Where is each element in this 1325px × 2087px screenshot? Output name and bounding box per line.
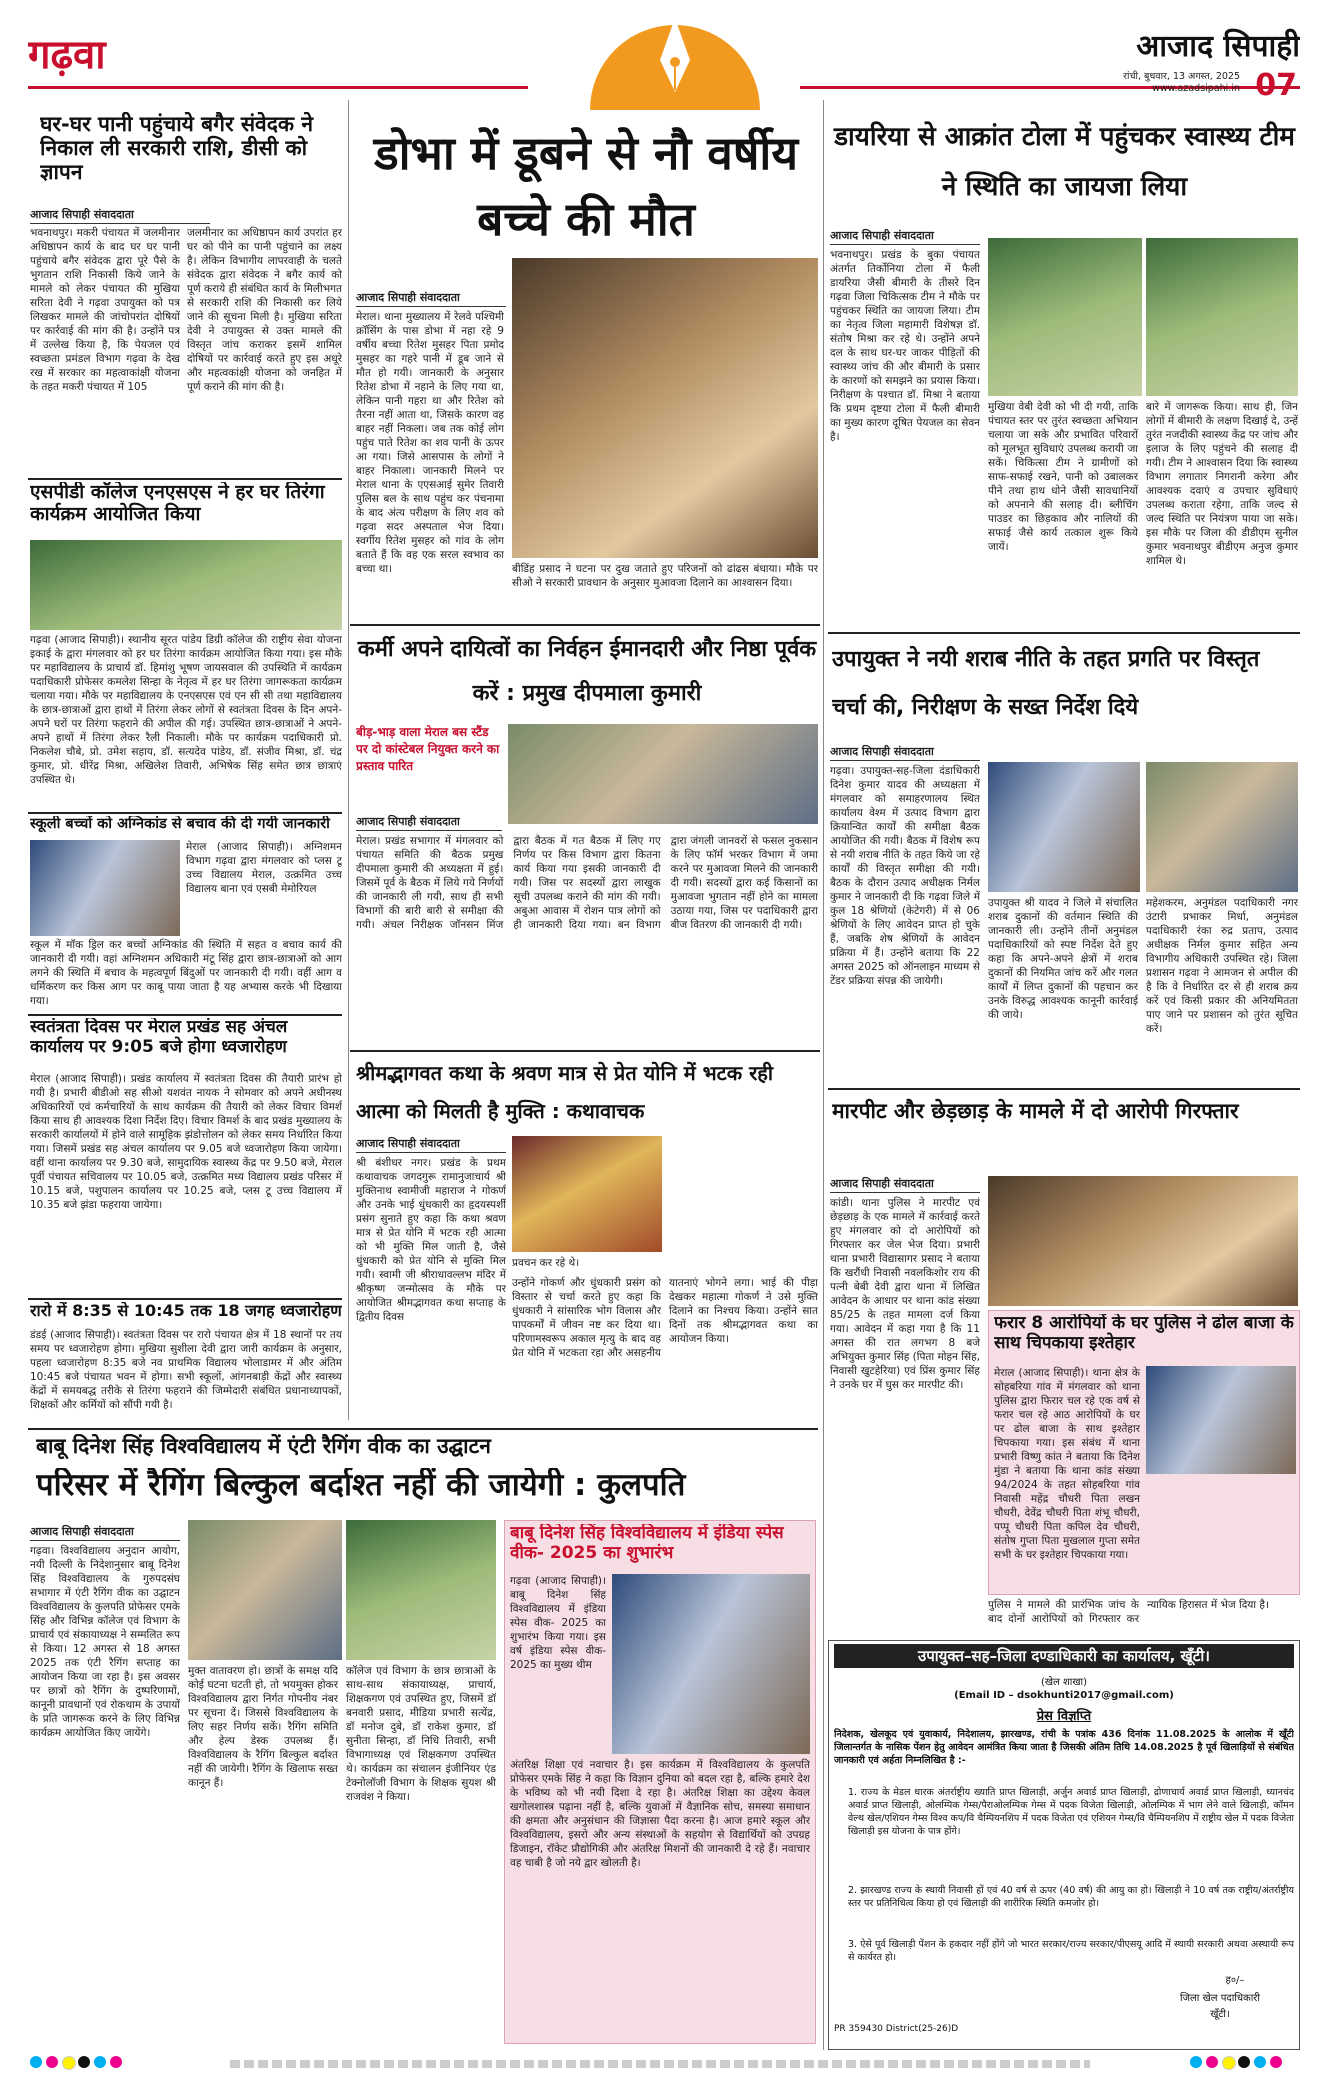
- column-separator: [348, 100, 349, 1420]
- katha-byline: आजाद सिपाही संवाददाता: [356, 1136, 506, 1153]
- tender-signatory: जिला खेल पदाधिकारी: [1180, 1993, 1260, 2004]
- pen-emblem-icon: [580, 0, 770, 110]
- tender-title: उपायुक्त–सह–जिला दण्डाधिकारी का कार्यालय, खूँटी।: [834, 1644, 1294, 1668]
- paper-name: आजाद सिपाही: [1136, 29, 1300, 64]
- lead-text: मेराल। थाना मुख्यालय में रेलवे पश्चिमी क्रॉसिंग के पास डोभा में नहा रहे 9 वर्षीय बच्चा रितेश मुसहर पिता प्रमोद मुसहर का गहरे पानी में डूब जाने से मौत हो गयी। जानकारी के अनुसार रितेश डोभा में नहाने के लिए गया था, लेकिन पानी गहरा था और रितेश को तैरना नहीं आता था, जिसके कारण वह बाहर नहीं निकला। जब तक कोई लोग पहुंच पाते रितेश का शव पानी के ऊपर आ गया। जिसे आसपास के लोगों ने बाहर निकाला। जानकारी मिलने पर मेराल थाना के एएसआई सुमेर तिवारी पुलिस बल के साथ पहुंच कर पंचनामा के बाद अंत्य परीक्षण के लिए शव को गढ़वा सदर अस्पताल भेज दिया। स्वर्गीय रितेश मुसहर को गांव के लोग बताते हैं कि वह एक सरल स्वभाव का बच्चा था।: [356, 311, 504, 575]
- story1-headline: घर-घर पानी पहुंचाये बगैर संवेदक ने निकाल ली सरकारी राशि, डीसी को ज्ञापन: [40, 112, 313, 185]
- marpit-photo: [988, 1176, 1298, 1306]
- fire-photo: [30, 840, 180, 936]
- tender-signature-mark: ह०/–: [1225, 1975, 1245, 1986]
- pramukh-photo: [508, 724, 818, 824]
- ragging-col1: गढ़वा। विश्वविद्यालय अनुदान आयोग, नयी दिल्ली के निदेशानुसार बाबू दिनेश सिंह विश्वविद्यालय के गुरुपदसंघ सभागार में एंटी रैगिंग वीक का उद्घाटन विश्वविद्यालय के कुलपति प्रोफेसर एमके सिंह और विभिन्न कॉलेज एवं विभाग के प्राचार्य एवं संकायाध्यक्ष ने सम्मलित रूप से किया। 12 अगस्त से 18 अगस्त 2025 तक एंटी रैगिंग सप्ताह का आयोजन किया जा रहा है। इस अवसर पर छात्रों को रैगिंग के दुष्परिणामों, कानूनी प्रावधानों एवं रोकथाम के उपायों के प्रति जागरूक करने के लिए विभिन्न कार्यक्रम आयोजित किए जायेंगे।: [30, 1545, 180, 1739]
- marpit-text-end: पुलिस ने मामले की प्रारंभिक जांच के बाद दोनों आरोपियों को गिरफ्तार कर न्यायिक हिरासत में भेज दिया है।: [988, 1599, 1269, 1625]
- ragging-photo-2: [346, 1520, 496, 1660]
- health-headline: डायरिया से आक्रांत टोला में पहुंचकर स्वास्थ्य टीम ने स्थिति का जायजा लिया: [834, 122, 1295, 202]
- ragging-headline: परिसर में रैगिंग बिल्कुल बर्दाश्त नहीं की जायेगी : कुलपति: [36, 1468, 686, 1503]
- divider: [28, 812, 342, 814]
- story1-col2: जलमीनार का अधिष्ठापन कार्य उपरांत हर घर को पीने का पानी पहुंचाने का लक्ष्य है। लेकिन विभागीय लापरवाही के चलते संवेदक द्वारा संवेदक ने बगैर कार्य को पूर्ण कराये ही संबंधित कार्य के मिलीभगत से सरकारी राशि की निकासी कर लिये जाने की सूचना मिली है। मुखिया सरिता देवी ने उपायुक्त से उक्त मामले की विस्तृत जांच कराकर इसमें शामिल दोषियों पर कार्रवाई करते हुए इस अधूरे और महत्वकांक्षी योजना को जनहित में पूर्ण कराने की मांग की है।: [187, 227, 342, 393]
- meral-text: मेराल (आजाद सिपाही)। प्रखंड कार्यालय में स्वतंत्रता दिवस की तैयारी प्रारंभ हो गयी है। प्रभारी बीडीओ सह सीओ यशवंत नायक ने सोमवार को अपने अधीनस्थ अधिकारियों एवं कर्मचारियों के साथ कार्यक्रम की तैयारी को लेकर विचार विमर्श किया साथ ही आवश्यक दिशा निर्देश दिए। विचार विमर्श के बाद प्रखंड मुख्यालय के सरकारी कार्यालयों में होने वाले सामूहिक झंडोत्तोलन को लेकर समय निर्धारित किया गया। जिसमें प्रखंड सह अंचल कार्यालय पर 9.05 बजे ध्वजारोहण किया जायेगा। वहीं थाना कार्यालय पर 9.30 बजे, सामुदायिक स्वास्थ्य केंद्र पर 9.50 बजे, मेराल पूर्वी पंचायत सचिवालय पर 10.05 बजे, उत्क्रमित मध्य विद्यालय प्रखंड परिसर में 10.15 बजे, पशुपालन कार्यालय पर 10.25 बजे, प्लस टू उच्च विद्यालय में 10.35 बजे झंडा फहराया जायेगा।: [30, 1073, 342, 1211]
- section-title: गढ़वा: [28, 32, 106, 78]
- liquor-col3: महेशकरम, अनुमंडल पदाधिकारी नगर उंटारी प्रभाकर मिर्धा, अनुमंडल पदाधिकारी रंका रुद्र प्रताप, उत्पाद अधीक्षक निर्मल कुमार सहित अन्य विभागीय अधिकारी उपस्थित रहे। जिला प्रशासन गढ़वा ने आमजन से अपील की है कि वे निर्धारित दर से ही शराब क्रय करें एवं किसी प्रकार की अनियमितता पाए जाने पर प्रशासन को तुरंत सूचित करें।: [1146, 897, 1298, 1035]
- lead-headline: डोभा में डूबने से नौ वर्षीय बच्चे की मौत: [373, 126, 799, 246]
- farar-photo: [1146, 1366, 1296, 1474]
- pramukh-headline: कर्मी अपने दायित्वों का निर्वहन ईमानदारी और निष्ठा पूर्वक करें : प्रमुख दीपमाला कुमारी: [357, 637, 817, 706]
- liquor-col2: उपायुक्त श्री यादव ने जिले में संचालित शराब दुकानों की वर्तमान स्थिति की जानकारी ली। उन्होंने तीनों अनुमंडल पदाधिकारियों को स्पष्ट निर्देश देते हुए कहा कि अपने-अपने क्षेत्रों में शराब दुकानों की नियमित जांच करें और गलत कार्यों में लिप्त दुकानों की पहचान कर उनके विरुद्ध आवश्यक कानूनी कार्रवाई की जाये।: [988, 897, 1138, 1021]
- katha-headline: श्रीमद्भागवत कथा के श्रवण मात्र से प्रेत योनि में भटक रही आत्मा को मिलती है मुक्ति : कथावाचक: [356, 1061, 774, 1123]
- ragging-photo-1: [188, 1520, 342, 1660]
- divider: [828, 1088, 1300, 1090]
- divider: [350, 1050, 820, 1052]
- tender-intro: निदेशक, खेलकूद एवं युवाकार्य, निदेशालय, झारखण्ड, रांची के पत्रांक 436 दिनांक 11.08.2025 के आलोक में खूँटी जिलान्तर्गत के नासिक पेंशन हेतु आवेदन आमंत्रित किया जाता है जिसकी अंतिम तिथि 14.08.2025 है पूर्व खिलाड़ियों से संबंधित जानकारी एवं अर्हता निम्नलिखित है :-: [834, 1729, 1294, 1766]
- meral-headline: स्वतंत्रता दिवस पर मेराल प्रखंड सह अंचल कार्यालय पर 9:05 बजे होगा ध्वजारोहण: [30, 1018, 288, 1057]
- ragging-col2: मुक्त वातावरण हो। छात्रों के समक्ष यदि कोई घटना घटती हो, तो भयमुक्त होकर विश्वविद्यालय द्वारा निर्गत गोपनीय नंबर पर सूचना दें। जिससे विश्वविद्यालय के लिए सहर निर्णय सकें। रैगिंग समिति और हेल्प डेस्क उपलब्ध हैं। विश्वविद्यालय के रैगिंग बिल्कुल बर्दाश्त नहीं की जायेगी। रैगिंग के खिलाफ सख्त कानून हैं।: [188, 1665, 338, 1789]
- katha-photo: [512, 1136, 662, 1252]
- health-col1: भवनाथपुर। प्रखंड के बुका पंचायत अंतर्गत तिर्कोनिया टोला में फैली डायरिया जैसी बीमारी के तीसरे दिन गढ़वा जिला चिकित्सक टीम ने मौके पर पहुंचकर स्थिति का जायजा लिया। टीम का नेतृत्व जिला महामारी विशेषज्ञ डॉ. संतोष मिश्रा कर रहे थे। उन्होंने अपने दल के साथ घर-घर जाकर पीड़ितों की स्वास्थ्य जांच की और बीमारी के प्रसार के कारणों को समझने का प्रयास किया। निरीक्षण के पश्चात डॉ. मिश्रा ने बताया कि प्रथम दृष्टया टोला में फैली बीमारी का मुख्य कारण दूषित पेयजल का सेवन है।: [830, 249, 980, 443]
- tender-pr-number: PR 359430 District(25-26)D: [834, 2024, 959, 2034]
- registration-marks-right: [1190, 2056, 1300, 2072]
- tender-notice-title: प्रेस विज्ञप्ति: [1036, 1709, 1092, 1724]
- health-byline: आजाद सिपाही संवाददाता: [830, 228, 980, 245]
- liquor-col1: गढ़वा। उपायुक्त-सह-जिला दंडाधिकारी दिनेश कुमार यादव की अध्यक्षता में मंगलवार को समाहरणालय स्थित कार्यालय वेश्म में उत्पाद विभाग द्वारा क्रियान्वित कार्यों की समीक्षा बैठक आयोजित की गयी। बैठक में विशेष रूप से नयी शराब नीति के तहत किये जा रहे कार्यों की विस्तृत समीक्षा की गयी। बैठक के दौरान उत्पाद अधीक्षक निर्मल कुमार ने जानकारी दी कि गढ़वा जिले में कुल 18 श्रेणियों (केटेगरी) में से 06 श्रेणियों के लिए आवेदन प्राप्त हो चुके हैं, जबकि शेष श्रेणियों के आवेदन प्रक्रिया में हैं। उन्होंने बताया कि 22 अगस्त 2025 को ऑनलाइन माध्यम से टेंडर प्रक्रिया संपन्न की जायेगी।: [830, 765, 980, 987]
- divider: [28, 1428, 818, 1430]
- tender-item-1: 1. राज्य के मेडल धारक अंतर्राष्ट्रीय ख्याति प्राप्त खिलाड़ी, अर्जुन अवार्ड प्राप्त खिलाड़ी, द्रोणाचार्य अवार्ड प्राप्त खिलाड़ी, ध्यानचंद अवार्ड प्राप्त खिलाड़ी, ओलम्पिक गेम्स/पैराओलम्पिक गेम्स में पदक विजेता खिलाड़ी, ओलम्पिक में भाग लेने वाले खिलाड़ी, कॉमन वेल्थ खेल/एशियन गेम्स विश्व कप/वि चैम्पियनशिप में पदक विजेता एवं एशियन गेम्स/वि चैम्पियनशिप में राष्ट्रीय खेल में पदक विजेता खिलाड़ी इस योजना के पात्र होंगे।: [848, 1787, 1294, 1837]
- katha-text2: उन्होंने गोकर्ण और धुंधकारी प्रसंग को विस्तार से चर्चा करते हुए कहा कि धुंधकारी ने सांसारिक भोग विलास और पापकर्मों में जीवन नष्ट कर दिया था। परिणामस्वरूप अकाल मृत्यु के बाद वह प्रेत योनि में भटकता रहा और असहनीय यातनाएं भोगने लगा। भाई की पीड़ा देखकर महात्मा गोकर्ण ने उसे मुक्ति दिलाने का निश्चय किया। उन्होंने सात दिनों तक श्रीमद्भागवत कथा का आयोजन किया।: [512, 1277, 818, 1359]
- rari-text: डंडई (आजाद सिपाही)। स्वतंत्रता दिवस पर रारो पंचायत क्षेत्र में 18 स्थानों पर तय समय पर ध्वजारोहण होगा। मुखिया सुशीला देवी द्वारा जारी कार्यक्रम के अनुसार, पहला ध्वजारोहण 8:35 बजे नव प्राथमिक विद्यालय भोलाडामर में और अंतिम 10:45 बजे पंचायत भवन में होगा। सभी स्कूलों, आंगनबाड़ी केंद्रों और स्वास्थ्य केंद्रों में समयबद्ध तरीके से तिरंगा फहराने की जिम्मेदारी संबंधित प्रधानाध्यापकों, शिक्षकों और कर्मियों को सौंपी गयी है।: [30, 1329, 342, 1411]
- marpit-text: कांडी। थाना पुलिस ने मारपीट एवं छेड़छाड़ के एक मामले में कार्रवाई करते हुए मंगलवार को दो आरोपियों को गिरफ्तार कर जेल भेज दिया। प्रभारी थाना प्रभारी विद्यासागर प्रसाद ने बताया कि खरौंधी निवासी नवलकिशोर राय की पत्नी बेबी देवी द्वारा थाना में लिखित आवेदन के आधार पर थाना कांड संख्या 85/25 के तहत मामला दर्ज किया गया। आवेदन में कहा गया है कि 11 अगस्त की रात लगभग 8 बजे अभियुक्त कुमार सिंह (पिता मोहन सिंह, निवासी खुटहेरिया) एवं प्रिंस कुमार सिंह ने उनके घर में घुस कर मारपीट की।: [830, 1197, 980, 1391]
- divider: [28, 1298, 342, 1300]
- pramukh-text: मेराल। प्रखंड सभागार में मंगलवार को पंचायत समिति की बैठक प्रमुख दीपमाला कुमारी की अध्यक्षता में हुई। जिसमें पूर्व के बैठक में लिये गये निर्णयों की जानकारी ली गयी, साथ ही सभी विभागों की बारी बारी से समीक्षा की गयी। अंचल निरीक्षक जॉनसन मिंज द्वारा बैठक में गत बैठक में लिए गए निर्णय पर किस विभाग द्वारा कितना कार्य किया गया इसकी जानकारी दी गयी। जिस पर सदस्यों द्वारा लाखुक सूची उपलब्ध कराने की मांग की गयी। अबुआ आवास में रोशन पात्र लोगों को ही जानकारी दिया गया। बन विभाग द्वारा जंगली जानवरों से फसल नुकसान के लिए फॉर्म भरकर विभाग में जमा करने पर मुआवजा मिलने की जानकारी दी गयी। सदस्यों द्वारा कई किसानों का मुआवजा भुगतान नहीं होने का मामला उठाया गया, जिस पर पदाधिकारी द्वारा बीज वितरण की जानकारी दी गयी।: [356, 835, 818, 931]
- fire-headline: स्कूली बच्चों को अग्निकांड से बचाव की दी गयी जानकारी: [30, 816, 330, 832]
- column-separator: [823, 100, 824, 2050]
- health-col3: बारे में जागरूक किया। साथ ही, जिन लोगों में बीमारी के लक्षण दिखाई दे, उन्हें तुरंत नजदीकी स्वास्थ्य केंद्र पर जांच और इलाज के लिए पहुंचने की सलाह दी गयी। टीम ने आश्वासन दिया कि स्वास्थ्य विभाग लगातार निगरानी करेगा और आवश्यक दवाएं व उपचार सुविधाएं उपलब्ध कराता रहेगा, ताकि जल्द से जल्द स्थिति पर नियंत्रण पाया जा सके। इस मौके पर जिला की डीडीएम सुनील कुमार भवनाथपुर बीडीएम अनुज कुमार शामिल थे।: [1146, 401, 1298, 567]
- registration-marks-left: [30, 2056, 230, 2072]
- divider: [828, 632, 1300, 634]
- fire-text: स्कूल में मॉक ड्रिल कर बच्चों अग्निकांड की स्थिति में सहत व बचाव कार्य की जानकारी दी गयी। वहां अग्निशमन अधिकारी मंटू सिंह द्वारा छात्र-छात्राओं को आग लगने की स्थिति में बचाव के महत्वपूर्ण बिंदुओं पर जानकारी दी गयी। वहीं आग व धर्मिकरण कर किस आग पर काबू पाया जाता है यह अभ्यास करके भी दिखाया गया।: [30, 939, 342, 1007]
- page-number: 07: [1255, 68, 1297, 103]
- story1-col1: भवनाथपुर। मकरी पंचायत में जलमीनार अधिष्ठापन कार्य के बाद घर घर पानी पहुंचाये बगैर संवेदक द्वारा पूरे पैसे के भुगतान राशि निकासी किये जाने के मामले को लेकर पंचायत की मुखिया सरिता देवी ने गढ़वा उपायुक्त को पत्र लिखकर मामले की जांचोपरांत दोषियों पर कार्रवाई की मांग की है। उन्होंने पत्र में उल्लेख किया है, कि पेयजल एवं स्वच्छता प्रमंडल विभाग गढ़वा के देख रख में सरकार का महत्वाकांक्षी योजना के तहत मकरी पंचायत में 105: [30, 227, 180, 393]
- divider: [28, 1014, 342, 1016]
- ragging-kicker: बाबू दिनेश सिंह विश्वविद्यालय में एंटी रैगिंग वीक का उद्घाटन: [36, 1434, 491, 1458]
- health-photo-2: [1146, 238, 1298, 396]
- liquor-photo-1: [988, 762, 1140, 892]
- farar-text: मेराल (आजाद सिपाही)। थाना क्षेत्र के सोहबरिया गांव में मंगलवार को थाना पुलिस द्वारा फिरार चल रहे एक वर्ष से फरार चल रहे आठ आरोपियों के घर पर ढोल बाजा के साथ इश्तेहार चिपकाया गया। इस संबंध में थाना प्रभारी विष्णु कांत ने बताया कि दिनेश मुंडा ने बताया कि थाना कांड संख्या 94/2024 के तहत सोहबरिया गांव निवासी महेंद्र चौधरी पिता लखन चौधरी, देवेंद्र चौधरी पिता शंभू चौधरी, पप्पू चौधरी पिता कपिल देव चौधरी, संतोष गुप्ता पिता मुखलाल गुप्ता समेत सभी के घर इश्तेहार चिपकाया गया।: [994, 1367, 1140, 1561]
- pramukh-byline: आजाद सिपाही संवाददाता: [356, 814, 502, 831]
- lead-byline: आजाद सिपाही संवाददाता: [356, 290, 506, 307]
- pramukh-sidebar: बीड़-भाड़ वाला मेराल बस स्टैंड पर दो कांस्टेबल नियुक्त करने का प्रस्ताव पारित: [356, 725, 500, 773]
- marpit-headline: मारपीट और छेड़छाड़ के मामले में दो आरोपी गिरफ्तार: [832, 1099, 1239, 1123]
- farar-headline: फरार 8 आरोपियों के घर पुलिस ने ढोल बाजा के साथ चिपकाया इश्तेहार: [994, 1314, 1294, 1353]
- space-text-side: गढ़वा (आजाद सिपाही)। बाबू दिनेश सिंह विश्वविद्यालय में इंडिया स्पेस वीक- 2025 का शुभारंभ किया गया। इस वर्ष इंडिया स्पेस वीक- 2025 का मुख्य थीम: [510, 1575, 606, 1671]
- tender-subtitle: (खेल शाखा): [1040, 1677, 1088, 1688]
- tender-item-2: 2. झारखण्ड राज्य के स्थायी निवासी हों एवं 40 वर्ष से ऊपर (40 वर्ष) की आयु का हो। खिलाड़ी ने 10 वर्ष तक राष्ट्रीय/अंतर्राष्ट्रीय स्तर पर प्रतिनिधित्व किया हो एवं खिलाड़ी की शारीरिक स्थिति कमजोर हो।: [848, 1885, 1294, 1909]
- space-photo: [612, 1574, 810, 1754]
- tiranga-photo: [30, 540, 342, 630]
- space-headline: बाबू दिनेश सिंह विश्वविद्यालय में इंडिया स्पेस वीक- 2025 का शुभारंभ: [510, 1524, 784, 1563]
- registration-bar: [230, 2060, 1090, 2068]
- liquor-byline: आजाद सिपाही संवाददाता: [830, 744, 980, 761]
- liquor-photo-2: [1146, 762, 1298, 892]
- rari-headline: रारो में 8:35 से 10:45 तक 18 जगह ध्वजारोहण: [30, 1302, 342, 1320]
- marpit-byline: आजाद सिपाही संवाददाता: [830, 1176, 980, 1193]
- katha-text: श्री बंशीधर नगर। प्रखंड के प्रथम कथावाचक जगदगुरू रामानुजाचार्य श्री मुक्तिनाथ स्वामीजी महाराज ने गोकर्ण और उनके भाई धुंधकारी का हृदयस्पर्शी प्रसंग सुनाते हुए कहा कि कथा श्रवण मात्र से प्रेत योनि में भटक रही आत्मा को भी मुक्ति मिल जाती है, जैसे धुंधकारी को प्रेत योनि से मुक्ति मिल गयी। स्वामी जी श्रीराधावल्लभ मंदिर में श्रीकृष्ण जन्मोत्सव के मौके पर आयोजित श्रीमद्भागवत कथा सप्ताह के द्वितीय दिवस: [356, 1157, 506, 1323]
- lead-photo: [512, 258, 818, 558]
- tender-item-3: 3. ऐसे पूर्व खिलाड़ी पेंशन के हकदार नहीं होंगे जो भारत सरकार/राज्य सरकार/पीएसयू आदि में स्थायी सरकारी अथवा अस्थायी रूप से कार्यरत हो।: [848, 1939, 1294, 1963]
- fire-text-side: मेराल (आजाद सिपाही)। अग्निशमन विभाग गढ़वा द्वारा मंगलवार को प्लस टू उच्च विद्यालय मेराल, उत्क्रमित उच्च विद्यालय बाना एवं एसबी मेमोरियल: [186, 841, 342, 895]
- lead-caption: बीडिंह प्रसाद ने घटना पर दुख जताते हुए परिजनों को ढांढस बंधाया। मौके पर सीओ ने सरकारी प्रावधान के अनुसार मुआवजा दिलाने का आश्वासन दिया।: [512, 563, 818, 589]
- tender-signatory-place: खूँटी।: [1210, 2009, 1230, 2020]
- tiranga-headline: एसपीडी कॉलेज एनएसएस ने हर घर तिरंगा कार्यक्रम आयोजित किया: [30, 482, 325, 525]
- masthead-rule-left: [28, 86, 528, 89]
- katha-caption: प्रवचन कर रहे थे।: [512, 1257, 580, 1269]
- space-text: अंतरिक्ष शिक्षा एवं नवाचार है। इस कार्यक्रम में विश्वविद्यालय के कुलपति प्रोफेसर एमके सिंह ने कहा कि विज्ञान दुनिया को बदल रहा है, बल्कि हमारे देश के भविष्य को भी नयी दिशा दे रहा है। अंतरिक्ष शिक्षा का उद्देश्य केवल खगोलशास्त्र पढ़ाना नहीं है, बल्कि युवाओं में वैज्ञानिक सोच, समस्या समाधान की क्षमता और अनुसंधान की जिज्ञासा पैदा करना है। आज हमारे स्कूल और विश्वविद्यालय, इसरो और अन्य संस्थाओं के सहयोग से विद्यार्थियों को उपग्रह डिजाइन, रॉकेट प्रौद्योगिकी और अंतरिक्ष मिशनों की जानकारी दे रहे हैं। नवाचार वह चाबी है जो नये द्वार खोलती है।: [510, 1759, 810, 1869]
- website: www.azadsipahi.in: [1152, 83, 1240, 94]
- tiranga-text: गढ़वा (आजाद सिपाही)। स्थानीय सूरत पांडेय डिग्री कॉलेज की राष्ट्रीय सेवा योजना इकाई के द्वारा मंगलवार को हर घर तिरंगा कार्यक्रम आयोजित किया गया। इस मौके पर महाविद्यालय के प्राचार्य डॉ. हिमांशु भूषण जायसवाल की उपस्थिति में कार्यक्रम पदाधिकारी प्रोफेसर कमलेश सिन्हा के नेतृत्व में हर घर तिरंगा जागरूकता कार्यक्रम चलाया गया। मौके पर महाविद्यालय के एनएसएस एवं एन सी सी तथा महाविद्यालय के छात्र-छात्राओं द्वारा हाथों में तिरंगा लेकर लोगों से स्वतंत्रता दिवस के दिन अपने-अपने घरों पर तिरंगा फहराने की अपील की गई। उपस्थित छात्र-छात्राओं ने अपने-अपने हाथों में तिरंगा लेकर रैली निकाली। मौके पर कार्यक्रम पदाधिकारी प्रो. निकलेश चौबे, प्रो. उमेश सहाय, डॉ. सत्यदेव पांडेय, डॉ. संजीव मिश्रा, डॉ. चंद्र कुमार, प्रो. धीरेंद्र मिश्रा, अखिलेश तिवारी, अभिषेक सिंह समेत छात्र छात्राएं उपस्थित थे।: [30, 634, 342, 786]
- ragging-byline: आजाद सिपाही संवाददाता: [30, 1524, 180, 1541]
- dateline: रांची, बुधवार, 13 अगस्त, 2025: [1123, 71, 1240, 82]
- story1-byline: आजाद सिपाही संवाददाता: [30, 207, 210, 224]
- health-col2: मुखिया वेबी देवी को भी दी गयी, ताकि पंचायत स्तर पर तुरंत स्वच्छता अभियान चलाया जा सके और प्रभावित परिवारों को मूलभूत सुविधाएं उपलब्ध करायी जा सकें। चिकित्सा टीम ने ग्रामीणों को साफ-सफाई रखने, पानी को उबालकर पीने तथा हाथ धोने जैसी सावधानियों को अपनाने की सलाह दी। ब्लीचिंग पाउडर का छिड़काव और नालियों की सफाई जैसे कार्य तत्काल शुरू किये जायें।: [988, 401, 1138, 553]
- tender-email: (Email ID – dsokhunti2017@gmail.com): [954, 1690, 1174, 1701]
- liquor-headline: उपायुक्त ने नयी शराब नीति के तहत प्रगति पर विस्तृत चर्चा की, निरीक्षण के सख्त निर्देश दिये: [832, 647, 1260, 720]
- divider: [28, 478, 342, 480]
- ragging-col3: कॉलेज एवं विभाग के छात्र छात्राओं के साथ-साथ संकायाध्यक्ष, प्राचार्य, शिक्षकगण एवं उपस्थित हुए, जिसमें डॉ बनवारी प्रसाद, मीडिया प्रभारी सत्येंद्र, डॉ मनोज दुबे, डॉ राकेश कुमार, डॉ सुनीता सिन्हा, डॉ निधि तिवारी, सभी विभागाध्यक्ष एवं शिक्षकगण उपस्थित थे। कार्यक्रम का संचालन इंजीनियर एंड टेक्नोलॉजी विभाग के शिक्षक सुयश श्री राजवंश ने किया।: [346, 1665, 496, 1803]
- health-photo-1: [988, 238, 1142, 396]
- divider: [350, 624, 820, 626]
